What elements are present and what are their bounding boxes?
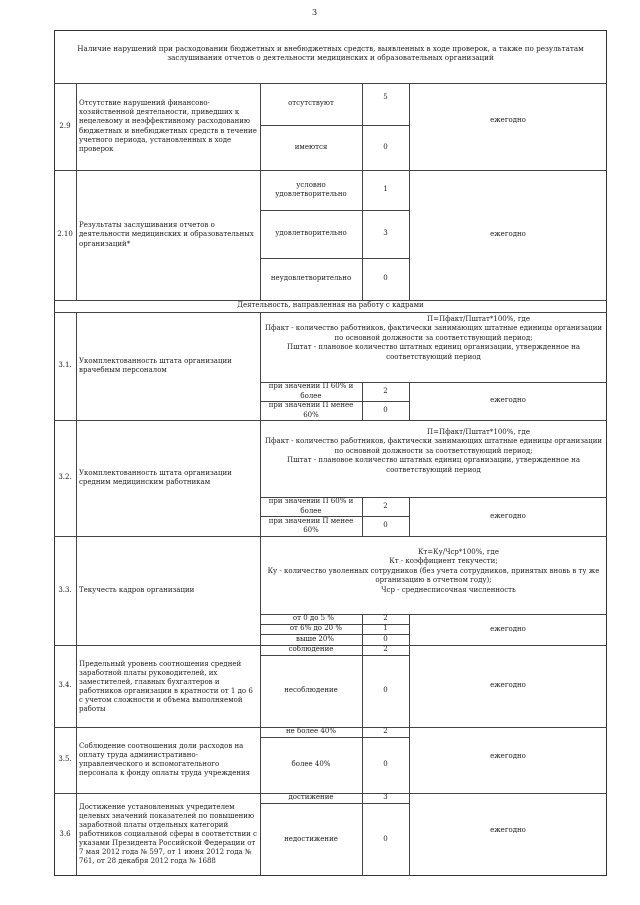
row-3-6-score-2: 0 (383, 834, 388, 843)
row-3-2-formula-main: П=Пфакт/Пштат*100%, где (427, 428, 530, 436)
row-3-4-score-2: 0 (383, 686, 388, 695)
row-3-4-score-1: 2 (383, 645, 388, 654)
row-3-2-criterion-1: при значении П 60% и более (268, 497, 354, 515)
row-3-2-score-2: 0 (383, 521, 388, 530)
row-3-6-criterion-2: недостижение (284, 834, 338, 843)
row-2-10-score-1: 1 (383, 185, 388, 194)
row-3-4-number: 3.4. (58, 681, 72, 690)
row-2-10-name: Результаты заслушивания отчетов о деятельности медицинских и образовательных организаций* (79, 221, 254, 248)
row-3-3-formula-kt: Кт - коэффициент текучести; (389, 557, 498, 566)
row-3-1-period: ежегодно (490, 396, 526, 405)
row-2-9-name: Отсутствие нарушений финансово-хозяйственной деятельности, приведших к нецелевому и неэффективному расходованию бюджетных и внебюджетных средств в течение учетного периода, установленных в ходе проверок (79, 99, 257, 153)
row-2-9-score-1: 5 (383, 93, 388, 102)
row-3-1-number: 3.1. (58, 361, 72, 370)
row-2-10-criterion-3: неудовлетворительно (270, 274, 352, 283)
row-3-5-name: Соблюдение соотношения доли расходов на оплату труда административно-управленческого и вспомогательного персонала к фонду оплаты труда учреждения (79, 741, 251, 778)
row-3-3-formula (262, 548, 605, 595)
row-2-9-period: ежегодно (490, 115, 526, 124)
row-3-1-formula-fact: Пфакт - количество работников, фактически занимающих штатные единицы организации по основной должности за соответствующий период; (264, 324, 603, 342)
row-2-10-criterion-2: удовлетворительно (275, 229, 347, 238)
row-3-3-formula-ku: Ку - количество уволенных сотрудников (без учета сотрудников, принятых вновь в ту же организацию в отчетном году); (267, 566, 600, 585)
row-3-2-score-1: 2 (383, 501, 388, 510)
row-3-4-name: Предельный уровень соотношения средней заработной платы руководителей, их заместителей, главных бухгалтеров и работников организации в кратности от 1 до 6 с учетом сложности и объема выполняемой работы (79, 659, 253, 714)
row-2-10-period: ежегодно (490, 230, 526, 239)
row-3-3-score-3: 0 (383, 634, 388, 643)
row-3-6-score-1: 3 (383, 793, 388, 802)
row-3-5-criterion-2: более 40% (291, 760, 331, 769)
row-3-2-formula-fact: Пфакт - количество работников, фактически занимающих штатные единицы организации по основной должности за соответствующий период; (264, 437, 603, 455)
row-3-6-number: 3.6 (59, 829, 71, 838)
row-3-3-score-1: 2 (383, 614, 388, 623)
row-3-2-formula-plan: Пштат - плановое количество штатных единиц организации, утвержденное на соответствующий период (286, 456, 581, 474)
row-3-2-period: ежегодно (490, 511, 526, 520)
row-3-3-period: ежегодно (490, 624, 526, 633)
page-number: 3 (312, 8, 318, 17)
row-3-6-period: ежегодно (490, 825, 526, 834)
row-3-2-name: Укомплектованность штата организации средним медицинским работникам (79, 468, 232, 486)
row-3-4-criterion-2: несоблюдение (284, 686, 338, 695)
row-3-3-formula-chsr: Чср - среднесписочная численность (381, 585, 516, 594)
row-3-5-score-2: 0 (383, 760, 388, 769)
row-3-1-formula (262, 315, 605, 362)
row-3-5-period: ежегодно (490, 752, 526, 761)
row-3-3-criterion-2: от 6% до 20 % (289, 624, 342, 633)
row-3-6-criterion-1: достижение (288, 793, 334, 802)
row-3-5-criterion-1: не более 40% (286, 727, 336, 736)
row-3-1-formula-main: П=Пфакт/Пштат*100%, где (427, 315, 530, 323)
row-3-3-name: Текучесть кадров организации (79, 585, 195, 594)
table-header: Наличие нарушений при расходовании бюджетных и внебюджетных средств, выявленных в ходе проверок, а также по результатам заслушивания отчетов о деятельности медицинских и образовательных организаций (77, 43, 584, 62)
row-3-2-formula (262, 428, 605, 475)
row-3-5-number: 3.5. (58, 755, 72, 764)
section-title: Деятельность, направленная на работу с кадрами (237, 301, 424, 310)
row-2-10-score-3: 0 (383, 274, 388, 283)
row-3-6-name: Достижение установленных учредителем целевых значений показателей по повышению заработной платы отдельных категорий работников социальной сферы в соответствии с указами Президента Российской Федерации от 7 мая 2012 года № 597, от 1 июня 2012 года № 761, от 28 декабря 2012 года № 1688 (79, 802, 257, 866)
row-3-3-formula-main: Кт=Ку/Чср*100%, где (418, 548, 499, 556)
row-3-3-criterion-1: от 0 до 5 % (292, 614, 334, 623)
row-3-1-name: Укомплектованность штата организации врачебным персоналом (79, 356, 232, 374)
row-3-1-score-2: 0 (383, 405, 388, 414)
row-3-4-period: ежегодно (490, 681, 526, 690)
row-3-3-score-2: 1 (383, 624, 388, 633)
row-2-10-criterion-1: условно удовлетворительно (275, 180, 347, 198)
row-2-10-number: 2.10 (57, 230, 73, 239)
row-3-2-number: 3.2. (58, 473, 72, 482)
row-3-3-number: 3.3. (58, 585, 72, 594)
row-2-10-score-2: 3 (383, 229, 388, 238)
row-3-1-formula-plan: Пштат - плановое количество штатных единиц организации, утвержденное на соответствующий период (286, 343, 581, 361)
row-2-9-number: 2.9 (59, 121, 71, 130)
row-3-1-score-1: 2 (383, 386, 388, 395)
row-3-1-criterion-1: при значении П 60% и более (268, 382, 354, 400)
row-3-3-criterion-3: выше 20% (296, 634, 334, 643)
row-3-5-score-1: 2 (383, 727, 388, 736)
row-2-9-score-2: 0 (383, 142, 388, 151)
row-3-2-criterion-2: при значении П менее 60% (268, 516, 354, 534)
row-3-4-criterion-1: соблюдение (288, 645, 334, 654)
row-2-9-criterion-1: отсутствуют (288, 99, 334, 108)
row-2-9-criterion-2: имеются (294, 142, 328, 151)
row-3-1-criterion-2: при значении П менее 60% (268, 401, 354, 419)
